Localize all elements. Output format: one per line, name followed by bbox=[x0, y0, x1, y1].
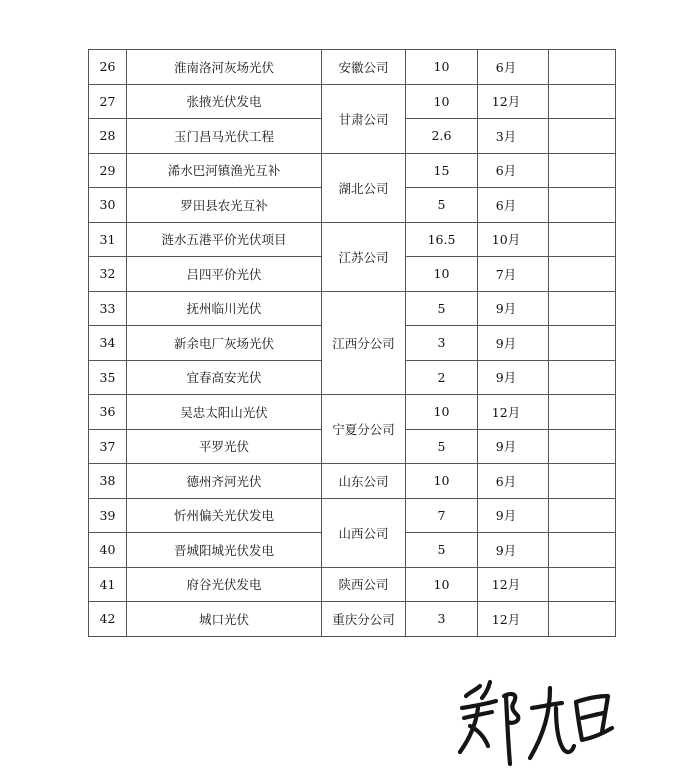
month-value: 12月 bbox=[478, 84, 549, 119]
company-name: 陕西公司 bbox=[322, 567, 406, 602]
capacity-value: 3 bbox=[406, 326, 478, 361]
month-value: 9月 bbox=[478, 360, 549, 395]
capacity-value: 15 bbox=[406, 153, 478, 188]
remark-cell bbox=[549, 119, 616, 154]
month-value: 6月 bbox=[478, 188, 549, 223]
table-row bbox=[89, 602, 616, 637]
project-name: 平罗光伏 bbox=[127, 429, 322, 464]
month-value: 6月 bbox=[478, 50, 549, 85]
project-name: 浠水巴河镇渔光互补 bbox=[127, 153, 322, 188]
capacity-value: 5 bbox=[406, 533, 478, 568]
remark-cell bbox=[549, 50, 616, 85]
month-value: 9月 bbox=[478, 429, 549, 464]
capacity-value: 5 bbox=[406, 429, 478, 464]
row-number: 30 bbox=[89, 188, 127, 223]
company-name: 甘肃公司 bbox=[322, 84, 406, 153]
table-row bbox=[89, 464, 616, 499]
month-value: 7月 bbox=[478, 257, 549, 292]
project-name: 晋城阳城光伏发电 bbox=[127, 533, 322, 568]
row-number: 28 bbox=[89, 119, 127, 154]
table-row bbox=[89, 84, 616, 119]
project-name: 德州齐河光伏 bbox=[127, 464, 322, 499]
project-name: 城口光伏 bbox=[127, 602, 322, 637]
remark-cell bbox=[549, 222, 616, 257]
project-name: 罗田县农光互补 bbox=[127, 188, 322, 223]
remark-cell bbox=[549, 464, 616, 499]
capacity-value: 3 bbox=[406, 602, 478, 637]
capacity-value: 2.6 bbox=[406, 119, 478, 154]
row-number: 35 bbox=[89, 360, 127, 395]
month-value: 6月 bbox=[478, 153, 549, 188]
remark-cell bbox=[549, 429, 616, 464]
remark-cell bbox=[549, 533, 616, 568]
row-number: 41 bbox=[89, 567, 127, 602]
month-value: 12月 bbox=[478, 602, 549, 637]
month-value: 10月 bbox=[478, 222, 549, 257]
row-number: 27 bbox=[89, 84, 127, 119]
company-name: 山东公司 bbox=[322, 464, 406, 499]
remark-cell bbox=[549, 291, 616, 326]
remark-cell bbox=[549, 395, 616, 430]
company-name: 宁夏分公司 bbox=[322, 395, 406, 464]
capacity-value: 10 bbox=[406, 464, 478, 499]
row-number: 31 bbox=[89, 222, 127, 257]
table-row bbox=[89, 222, 616, 257]
remark-cell bbox=[549, 153, 616, 188]
capacity-value: 10 bbox=[406, 567, 478, 602]
capacity-value: 5 bbox=[406, 188, 478, 223]
month-value: 12月 bbox=[478, 567, 549, 602]
capacity-value: 7 bbox=[406, 498, 478, 533]
capacity-value: 10 bbox=[406, 84, 478, 119]
project-name: 新余电厂灰场光伏 bbox=[127, 326, 322, 361]
row-number: 36 bbox=[89, 395, 127, 430]
capacity-value: 16.5 bbox=[406, 222, 478, 257]
remark-cell bbox=[549, 257, 616, 292]
remark-cell bbox=[549, 326, 616, 361]
project-name: 吴忠太阳山光伏 bbox=[127, 395, 322, 430]
project-name: 宜春高安光伏 bbox=[127, 360, 322, 395]
row-number: 42 bbox=[89, 602, 127, 637]
company-name: 安徽公司 bbox=[322, 50, 406, 85]
table-row bbox=[89, 498, 616, 533]
company-name: 江西分公司 bbox=[322, 291, 406, 395]
table-row bbox=[89, 50, 616, 85]
capacity-value: 10 bbox=[406, 395, 478, 430]
row-number: 37 bbox=[89, 429, 127, 464]
project-name: 涟水五港平价光伏项目 bbox=[127, 222, 322, 257]
row-number: 32 bbox=[89, 257, 127, 292]
remark-cell bbox=[549, 498, 616, 533]
company-name: 湖北公司 bbox=[322, 153, 406, 222]
table-row bbox=[89, 153, 616, 188]
project-name: 吕四平价光伏 bbox=[127, 257, 322, 292]
table-row bbox=[89, 291, 616, 326]
company-name: 重庆分公司 bbox=[322, 602, 406, 637]
remark-cell bbox=[549, 602, 616, 637]
month-value: 9月 bbox=[478, 326, 549, 361]
table-row bbox=[89, 395, 616, 430]
row-number: 26 bbox=[89, 50, 127, 85]
month-value: 9月 bbox=[478, 498, 549, 533]
table-row bbox=[89, 567, 616, 602]
project-name: 玉门昌马光伏工程 bbox=[127, 119, 322, 154]
row-number: 34 bbox=[89, 326, 127, 361]
month-value: 9月 bbox=[478, 291, 549, 326]
month-value: 3月 bbox=[478, 119, 549, 154]
row-number: 33 bbox=[89, 291, 127, 326]
project-name: 抚州临川光伏 bbox=[127, 291, 322, 326]
capacity-value: 2 bbox=[406, 360, 478, 395]
month-value: 9月 bbox=[478, 533, 549, 568]
remark-cell bbox=[549, 84, 616, 119]
project-name: 府谷光伏发电 bbox=[127, 567, 322, 602]
month-value: 6月 bbox=[478, 464, 549, 499]
remark-cell bbox=[549, 360, 616, 395]
company-name: 山西公司 bbox=[322, 498, 406, 567]
month-value: 12月 bbox=[478, 395, 549, 430]
row-number: 29 bbox=[89, 153, 127, 188]
row-number: 40 bbox=[89, 533, 127, 568]
row-number: 39 bbox=[89, 498, 127, 533]
remark-cell bbox=[549, 188, 616, 223]
capacity-value: 5 bbox=[406, 291, 478, 326]
handwritten-signature bbox=[452, 668, 622, 778]
remark-cell bbox=[549, 567, 616, 602]
project-name: 忻州偏关光伏发电 bbox=[127, 498, 322, 533]
row-number: 38 bbox=[89, 464, 127, 499]
capacity-value: 10 bbox=[406, 50, 478, 85]
capacity-value: 10 bbox=[406, 257, 478, 292]
project-name: 淮南洛河灰场光伏 bbox=[127, 50, 322, 85]
project-table bbox=[88, 49, 616, 637]
company-name: 江苏公司 bbox=[322, 222, 406, 291]
project-name: 张掖光伏发电 bbox=[127, 84, 322, 119]
